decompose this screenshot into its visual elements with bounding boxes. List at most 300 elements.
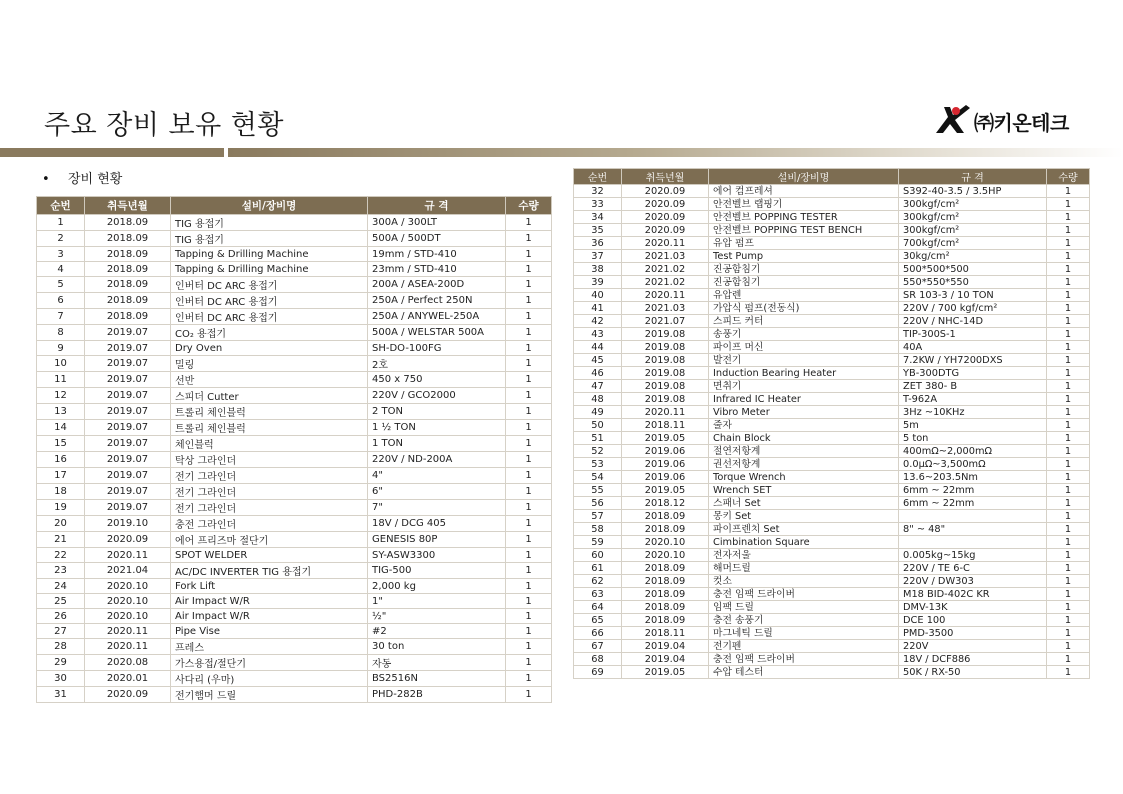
cell-spec: 200A / ASEA-200D xyxy=(368,277,506,293)
cell-spec: S392-40-3.5 / 3.5HP xyxy=(899,185,1047,198)
table-row xyxy=(574,666,1090,679)
cell-name: 유압 펌프 xyxy=(709,237,899,250)
cell-no: 42 xyxy=(574,315,622,328)
cell-name: 인버터 DC ARC 용접기 xyxy=(171,293,368,309)
cell-date: 2019.10 xyxy=(85,516,171,532)
cell-qty: 1 xyxy=(506,687,552,703)
cell-date: 2020.10 xyxy=(622,549,709,562)
cell-spec: 6mm ~ 22mm xyxy=(899,484,1047,497)
cell-name: 체인블럭 xyxy=(171,436,368,452)
cell-date: 2018.09 xyxy=(622,523,709,536)
cell-date: 2019.07 xyxy=(85,356,171,372)
cell-qty: 1 xyxy=(506,516,552,532)
cell-qty: 1 xyxy=(1047,601,1090,614)
cell-qty: 1 xyxy=(1047,575,1090,588)
table-row xyxy=(574,445,1090,458)
table-body-left xyxy=(37,215,552,703)
cell-no: 53 xyxy=(574,458,622,471)
cell-no: 52 xyxy=(574,445,622,458)
table-row xyxy=(574,458,1090,471)
cell-no: 59 xyxy=(574,536,622,549)
cell-date: 2018.09 xyxy=(85,293,171,309)
cell-no: 38 xyxy=(574,263,622,276)
cell-qty: 1 xyxy=(506,247,552,262)
cell-qty: 1 xyxy=(506,579,552,594)
cell-qty: 1 xyxy=(1047,458,1090,471)
table-row xyxy=(574,263,1090,276)
table-row xyxy=(37,215,552,231)
table-row xyxy=(37,671,552,687)
cell-date: 2021.04 xyxy=(85,563,171,579)
cell-name: 줄자 xyxy=(709,419,899,432)
cell-qty: 1 xyxy=(1047,393,1090,406)
header-name: 설비/장비명 xyxy=(709,169,899,185)
table-row xyxy=(37,247,552,262)
cell-name: 충전 송풍기 xyxy=(709,614,899,627)
cell-date: 2019.08 xyxy=(622,393,709,406)
cell-name: AC/DC INVERTER TIG 용접기 xyxy=(171,563,368,579)
cell-spec: 500A / 500DT xyxy=(368,231,506,247)
cell-spec: 1 TON xyxy=(368,436,506,452)
header-spec: 규 격 xyxy=(899,169,1047,185)
table-row xyxy=(574,289,1090,302)
cell-date: 2018.09 xyxy=(85,215,171,231)
table-row xyxy=(574,185,1090,198)
header-qty: 수량 xyxy=(506,197,552,215)
cell-spec: 220V / DW303 xyxy=(899,575,1047,588)
cell-qty: 1 xyxy=(506,420,552,436)
cell-qty: 1 xyxy=(506,325,552,341)
cell-date: 2020.11 xyxy=(85,639,171,655)
cell-name: Tapping & Drilling Machine xyxy=(171,247,368,262)
cell-name: Fork Lift xyxy=(171,579,368,594)
cell-spec: 220V / ND-200A xyxy=(368,452,506,468)
cell-name: 유압렌 xyxy=(709,289,899,302)
cell-qty: 1 xyxy=(506,532,552,548)
cell-no: 27 xyxy=(37,624,85,639)
header-date: 취득년월 xyxy=(85,197,171,215)
header-qty: 수량 xyxy=(1047,169,1090,185)
cell-qty: 1 xyxy=(506,563,552,579)
cell-qty: 1 xyxy=(506,341,552,356)
cell-no: 48 xyxy=(574,393,622,406)
cell-no: 6 xyxy=(37,293,85,309)
cell-name: 송풍기 xyxy=(709,328,899,341)
cell-date: 2021.02 xyxy=(622,276,709,289)
cell-no: 24 xyxy=(37,579,85,594)
cell-name: 전기펜 xyxy=(709,640,899,653)
cell-name: Air Impact W/R xyxy=(171,594,368,609)
table-row xyxy=(574,497,1090,510)
cell-spec: YB-300DTG xyxy=(899,367,1047,380)
cell-date: 2019.07 xyxy=(85,436,171,452)
cell-no: 13 xyxy=(37,404,85,420)
cell-date: 2018.12 xyxy=(622,497,709,510)
cell-no: 5 xyxy=(37,277,85,293)
table-row xyxy=(37,468,552,484)
cell-spec: 30 ton xyxy=(368,639,506,655)
cell-name: 파이프렌치 Set xyxy=(709,523,899,536)
cell-no: 36 xyxy=(574,237,622,250)
cell-qty: 1 xyxy=(1047,315,1090,328)
cell-no: 12 xyxy=(37,388,85,404)
cell-name: 몽키 Set xyxy=(709,510,899,523)
cell-qty: 1 xyxy=(506,484,552,500)
section-heading xyxy=(42,168,122,187)
cell-spec: T-962A xyxy=(899,393,1047,406)
cell-qty: 1 xyxy=(1047,419,1090,432)
cell-spec: DMV-13K xyxy=(899,601,1047,614)
cell-spec: ½" xyxy=(368,609,506,624)
cell-name: Test Pump xyxy=(709,250,899,263)
cell-name: 탁상 그라인더 xyxy=(171,452,368,468)
cell-date: 2019.04 xyxy=(622,653,709,666)
cell-name: Infrared IC Heater xyxy=(709,393,899,406)
cell-spec: 5m xyxy=(899,419,1047,432)
table-row xyxy=(574,367,1090,380)
cell-name: Dry Oven xyxy=(171,341,368,356)
page-title: 주요 장비 보유 현황 xyxy=(44,110,284,141)
cell-spec: 300kgf/cm² xyxy=(899,198,1047,211)
cell-spec: PHD-282B xyxy=(368,687,506,703)
cell-name: 트롤리 체인블럭 xyxy=(171,404,368,420)
cell-spec: 500*500*500 xyxy=(899,263,1047,276)
cell-spec: GENESIS 80P xyxy=(368,532,506,548)
cell-qty: 1 xyxy=(506,594,552,609)
cell-no: 31 xyxy=(37,687,85,703)
cell-spec: 500A / WELSTAR 500A xyxy=(368,325,506,341)
cell-qty: 1 xyxy=(506,609,552,624)
table-row xyxy=(574,523,1090,536)
cell-date: 2020.11 xyxy=(622,406,709,419)
cell-name: Chain Block xyxy=(709,432,899,445)
cell-spec: DCE 100 xyxy=(899,614,1047,627)
cell-no: 10 xyxy=(37,356,85,372)
cell-no: 43 xyxy=(574,328,622,341)
cell-qty: 1 xyxy=(506,404,552,420)
cell-date: 2020.10 xyxy=(622,536,709,549)
header-no: 순번 xyxy=(37,197,85,215)
cell-name: 수압 테스터 xyxy=(709,666,899,679)
cell-date: 2018.09 xyxy=(622,601,709,614)
cell-qty: 1 xyxy=(506,231,552,247)
cell-qty: 1 xyxy=(506,468,552,484)
cell-name: 스피더 Cutter xyxy=(171,388,368,404)
table-row xyxy=(37,404,552,420)
cell-spec: 7.2KW / YH7200DXS xyxy=(899,354,1047,367)
cell-no: 61 xyxy=(574,562,622,575)
cell-qty: 1 xyxy=(1047,367,1090,380)
cell-qty: 1 xyxy=(1047,640,1090,653)
table-row xyxy=(37,277,552,293)
cell-date: 2019.07 xyxy=(85,420,171,436)
equipment-table-left xyxy=(36,196,552,703)
cell-name: TIG 용접기 xyxy=(171,231,368,247)
cell-qty: 1 xyxy=(506,388,552,404)
table-row xyxy=(574,536,1090,549)
cell-name: 인버터 DC ARC 용접기 xyxy=(171,309,368,325)
cell-spec: 250A / Perfect 250N xyxy=(368,293,506,309)
cell-no: 3 xyxy=(37,247,85,262)
table-row xyxy=(574,484,1090,497)
cell-qty: 1 xyxy=(1047,380,1090,393)
cell-name: 에어 프리즈마 절단기 xyxy=(171,532,368,548)
cell-name: 전기 그라인더 xyxy=(171,468,368,484)
cell-no: 66 xyxy=(574,627,622,640)
table-row xyxy=(574,575,1090,588)
cell-qty: 1 xyxy=(1047,237,1090,250)
cell-no: 56 xyxy=(574,497,622,510)
cell-no: 4 xyxy=(37,262,85,277)
cell-spec: 700kgf/cm² xyxy=(899,237,1047,250)
cell-no: 22 xyxy=(37,548,85,563)
cell-no: 67 xyxy=(574,640,622,653)
cell-date: 2019.08 xyxy=(622,328,709,341)
cell-date: 2018.09 xyxy=(85,231,171,247)
table-row xyxy=(574,302,1090,315)
section-label: 장비 현황 xyxy=(68,172,123,187)
cell-qty: 1 xyxy=(506,356,552,372)
cell-no: 7 xyxy=(37,309,85,325)
cell-no: 33 xyxy=(574,198,622,211)
cell-qty: 1 xyxy=(1047,510,1090,523)
cell-spec: 220V / GCO2000 xyxy=(368,388,506,404)
cell-name: 권선저항계 xyxy=(709,458,899,471)
cell-no: 1 xyxy=(37,215,85,231)
cell-date: 2021.03 xyxy=(622,302,709,315)
cell-no: 26 xyxy=(37,609,85,624)
cell-name: 충전 그라인더 xyxy=(171,516,368,532)
cell-name: Vibro Meter xyxy=(709,406,899,419)
cell-date: 2021.02 xyxy=(622,263,709,276)
cell-qty: 1 xyxy=(1047,432,1090,445)
cell-no: 20 xyxy=(37,516,85,532)
table-row xyxy=(574,406,1090,419)
cell-qty: 1 xyxy=(1047,614,1090,627)
table-row xyxy=(574,276,1090,289)
cell-qty: 1 xyxy=(1047,627,1090,640)
cell-no: 16 xyxy=(37,452,85,468)
cell-no: 18 xyxy=(37,484,85,500)
cell-qty: 1 xyxy=(1047,185,1090,198)
cell-qty: 1 xyxy=(506,436,552,452)
cell-spec: 0.005kg~15kg xyxy=(899,549,1047,562)
cell-date: 2020.10 xyxy=(85,594,171,609)
cell-qty: 1 xyxy=(1047,406,1090,419)
cell-no: 17 xyxy=(37,468,85,484)
cell-qty: 1 xyxy=(1047,328,1090,341)
table-row xyxy=(37,484,552,500)
cell-name: Torque Wrench xyxy=(709,471,899,484)
cell-spec: 250A / ANYWEL-250A xyxy=(368,309,506,325)
cell-qty: 1 xyxy=(1047,445,1090,458)
table-row xyxy=(574,471,1090,484)
cell-spec: SY-ASW3300 xyxy=(368,548,506,563)
table-row xyxy=(37,516,552,532)
table-row xyxy=(574,315,1090,328)
cell-qty: 1 xyxy=(1047,276,1090,289)
cell-no: 35 xyxy=(574,224,622,237)
table-row xyxy=(37,436,552,452)
table-row xyxy=(37,309,552,325)
cell-name: 전기 그라인더 xyxy=(171,484,368,500)
table-row xyxy=(37,639,552,655)
cell-date: 2019.06 xyxy=(622,458,709,471)
cell-date: 2019.08 xyxy=(622,341,709,354)
cell-no: 57 xyxy=(574,510,622,523)
cell-spec: 13.6~203.5Nm xyxy=(899,471,1047,484)
cell-name: 충전 임팩 드라이버 xyxy=(709,653,899,666)
cell-no: 41 xyxy=(574,302,622,315)
cell-spec: 19mm / STD-410 xyxy=(368,247,506,262)
cell-no: 68 xyxy=(574,653,622,666)
cell-date: 2019.07 xyxy=(85,404,171,420)
table-row xyxy=(574,640,1090,653)
header-bar-right xyxy=(228,148,1123,157)
cell-date: 2019.06 xyxy=(622,445,709,458)
cell-spec: 450 x 750 xyxy=(368,372,506,388)
cell-qty: 1 xyxy=(506,655,552,671)
table-row xyxy=(574,653,1090,666)
cell-spec: 2 TON xyxy=(368,404,506,420)
cell-spec: 2,000 kg xyxy=(368,579,506,594)
cell-date: 2019.05 xyxy=(622,432,709,445)
cell-qty: 1 xyxy=(506,262,552,277)
table-row xyxy=(574,211,1090,224)
table-row xyxy=(37,231,552,247)
cell-spec: 자동 xyxy=(368,655,506,671)
cell-name: 진공함침기 xyxy=(709,263,899,276)
cell-date: 2020.09 xyxy=(622,224,709,237)
table-row xyxy=(574,341,1090,354)
table-row xyxy=(37,609,552,624)
cell-no: 21 xyxy=(37,532,85,548)
cell-spec: 220V / TE 6-C xyxy=(899,562,1047,575)
cell-name: TIG 용접기 xyxy=(171,215,368,231)
cell-date: 2019.04 xyxy=(622,640,709,653)
cell-no: 62 xyxy=(574,575,622,588)
cell-no: 25 xyxy=(37,594,85,609)
cell-spec: PMD-3500 xyxy=(899,627,1047,640)
cell-spec: ZET 380- B xyxy=(899,380,1047,393)
table-row xyxy=(37,500,552,516)
cell-qty: 1 xyxy=(1047,549,1090,562)
cell-spec: 30kg/cm² xyxy=(899,250,1047,263)
cell-date: 2020.01 xyxy=(85,671,171,687)
table-row xyxy=(574,627,1090,640)
cell-date: 2019.07 xyxy=(85,484,171,500)
cell-spec: 550*550*550 xyxy=(899,276,1047,289)
table-header xyxy=(574,169,1090,185)
cell-date: 2019.05 xyxy=(622,666,709,679)
cell-no: 51 xyxy=(574,432,622,445)
cell-no: 2 xyxy=(37,231,85,247)
cell-spec: 2호 xyxy=(368,356,506,372)
header-spec: 규 격 xyxy=(368,197,506,215)
cell-qty: 1 xyxy=(506,309,552,325)
table-row xyxy=(37,262,552,277)
cell-date: 2020.09 xyxy=(85,687,171,703)
cell-name: 안전벨브 랩핑기 xyxy=(709,198,899,211)
cell-spec: TIG-500 xyxy=(368,563,506,579)
cell-spec: 8" ~ 48" xyxy=(899,523,1047,536)
cell-name: 전기햄머 드릴 xyxy=(171,687,368,703)
cell-no: 11 xyxy=(37,372,85,388)
cell-date: 2020.09 xyxy=(85,532,171,548)
cell-spec: 220V xyxy=(899,640,1047,653)
cell-date: 2019.07 xyxy=(85,341,171,356)
cell-name: 인버터 DC ARC 용접기 xyxy=(171,277,368,293)
cell-qty: 1 xyxy=(1047,289,1090,302)
table-row xyxy=(37,579,552,594)
cell-name: 파이프 머신 xyxy=(709,341,899,354)
cell-no: 69 xyxy=(574,666,622,679)
cell-no: 63 xyxy=(574,588,622,601)
table-body-right xyxy=(574,185,1090,679)
cell-date: 2018.09 xyxy=(85,277,171,293)
header-no: 순번 xyxy=(574,169,622,185)
cell-name: Pipe Vise xyxy=(171,624,368,639)
cell-date: 2018.09 xyxy=(85,309,171,325)
cell-date: 2019.08 xyxy=(622,354,709,367)
cell-date: 2020.10 xyxy=(85,609,171,624)
cell-spec: 18V / DCG 405 xyxy=(368,516,506,532)
cell-name: Cimbination Square xyxy=(709,536,899,549)
cell-spec: BS2516N xyxy=(368,671,506,687)
table-row xyxy=(37,594,552,609)
cell-date: 2019.07 xyxy=(85,325,171,341)
cell-date: 2020.09 xyxy=(622,198,709,211)
cell-qty: 1 xyxy=(1047,211,1090,224)
cell-date: 2019.07 xyxy=(85,372,171,388)
table-row xyxy=(37,420,552,436)
cell-name: 충전 임팩 드라이버 xyxy=(709,588,899,601)
cell-qty: 1 xyxy=(1047,653,1090,666)
cell-name: 마그네틱 드릴 xyxy=(709,627,899,640)
cell-date: 2018.09 xyxy=(85,262,171,277)
header-bar-left xyxy=(0,148,224,157)
cell-spec: 7" xyxy=(368,500,506,516)
equipment-table-right xyxy=(573,168,1090,679)
cell-qty: 1 xyxy=(1047,341,1090,354)
table-row xyxy=(37,687,552,703)
cell-no: 45 xyxy=(574,354,622,367)
header-name: 설비/장비명 xyxy=(171,197,368,215)
cell-no: 34 xyxy=(574,211,622,224)
cell-qty: 1 xyxy=(1047,354,1090,367)
cell-no: 19 xyxy=(37,500,85,516)
cell-no: 64 xyxy=(574,601,622,614)
cell-spec: #2 xyxy=(368,624,506,639)
cell-qty: 1 xyxy=(1047,588,1090,601)
cell-spec: 18V / DCF886 xyxy=(899,653,1047,666)
cell-spec: SH-DO-100FG xyxy=(368,341,506,356)
cell-date: 2018.09 xyxy=(622,614,709,627)
table-row xyxy=(37,293,552,309)
cell-qty: 1 xyxy=(1047,523,1090,536)
cell-name: 컷소 xyxy=(709,575,899,588)
cell-no: 15 xyxy=(37,436,85,452)
table-row xyxy=(574,549,1090,562)
cell-name: 안전벨브 POPPING TESTER xyxy=(709,211,899,224)
cell-name: 임팩 드릴 xyxy=(709,601,899,614)
cell-spec: 6mm ~ 22mm xyxy=(899,497,1047,510)
cell-no: 44 xyxy=(574,341,622,354)
cell-qty: 1 xyxy=(506,500,552,516)
cell-no: 32 xyxy=(574,185,622,198)
cell-name: 가압식 펌프(전동식) xyxy=(709,302,899,315)
table-row xyxy=(37,388,552,404)
